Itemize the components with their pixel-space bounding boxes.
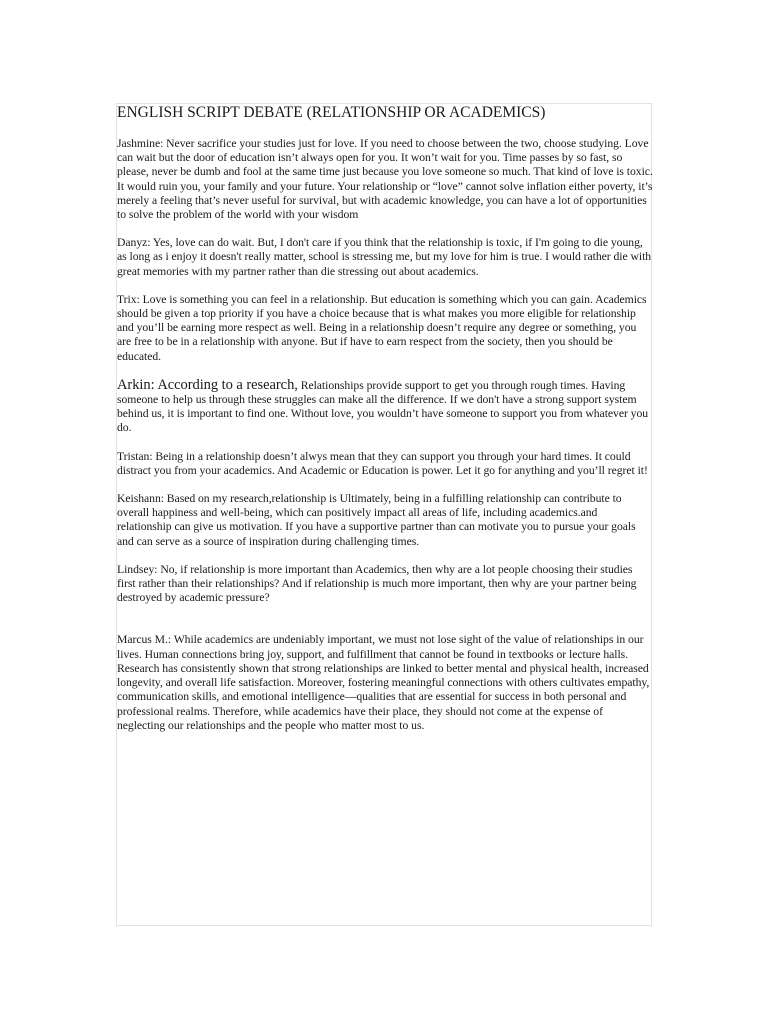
paragraph-arkin-lead: Arkin: According to a research, [117, 376, 298, 393]
paragraph-keishann: Keishann: Based on my research,relationship is Ultimately, being in a fulfilling relationship can contribute to overall happiness and well-being, which can positively impact all areas of life, including academics.and relationship can give us motivation. If you have a supportive partner than can motivate you to pursue your goals and can serve as a source of inspiration during challenging times. [117, 492, 636, 548]
document-title: ENGLISH SCRIPT DEBATE (RELATIONSHIP OR ACADEMICS) [117, 104, 546, 121]
paragraph-danyz: Danyz: Yes, love can do wait. But, I don't care if you think that the relationship is toxic, if I'm going to die young, as long as i enjoy it doesn't really matter, school is stressing me, but my love for him is true. I would rather die with great memories with my partner rather than die stressing out about academics. [117, 236, 652, 278]
paragraph-trix: Trix: Love is something you can feel in a relationship. But education is something which you can gain. Academics should be given a top priority if you have a choice because that is what makes you more eligible for relationship and you’ll be earning more respect as well. Being in a relationship doesn’t require any degree or something, you are free to be in a relationship with anyone. But if have to earn respect from the society, then you should be educated. [117, 292, 647, 363]
paragraph-jashmine: Jashmine: Never sacrifice your studies just for love. If you need to choose between the two, choose studying. Love can wait but the door of education isn’t always open for you. It won’t wait for you. Time passes by so fast, so please, never be dumb and fool at the same time just because you love someone so much. That kind of love is toxic. It would ruin you, your family and your future. Your relationship or “love” cannot solve inflation either poverty, it’s merely a feeling that’s never useful for survival, but with academic knowledge, you can have a lot of opportunities to solve the problem of the world with your wisdom [117, 137, 653, 222]
document-page [116, 103, 652, 926]
paragraph-lindsey: Lindsey: No, if relationship is more important than Academics, then why are a lot people choosing their studies first rather than their relationships? And if relationship is much more important, then why are your partner being destroyed by academic pressure? [117, 562, 637, 605]
paragraph-arkin-text: Relationships provide support to get you through rough times. Having someone to help us through these struggles can make all the difference. If we don't have a strong support system behind us, it is important to find one. Without love, you wouldn’t have someone to support you from whatever you do. [117, 378, 649, 435]
paragraph-tristan: Tristan: Being in a relationship doesn’t alwys mean that they can support you through your hard times. It could distract you from your academics. And Academic or Education is power. Let it go for anything and you’ll regret it! [117, 449, 648, 477]
paragraph-arkin [117, 378, 653, 436]
paragraph-marcus: Marcus M.: While academics are undeniably important, we must not lose sight of the value of relationships in our lives. Human connections bring joy, support, and fulfillment that cannot be found in textbooks or lecture halls. Research has consistently shown that strong relationships are linked to better mental and physical health, increased longevity, and overall life satisfaction. Moreover, fostering meaningful connections with others cultivates empathy, communication skills, and emotional intelligence—qualities that are essential for success in both personal and professional realms. Therefore, while academics have their place, they should not come at the expense of neglecting our relationships and the people who matter most to us. [117, 633, 650, 732]
document-body [117, 104, 653, 733]
